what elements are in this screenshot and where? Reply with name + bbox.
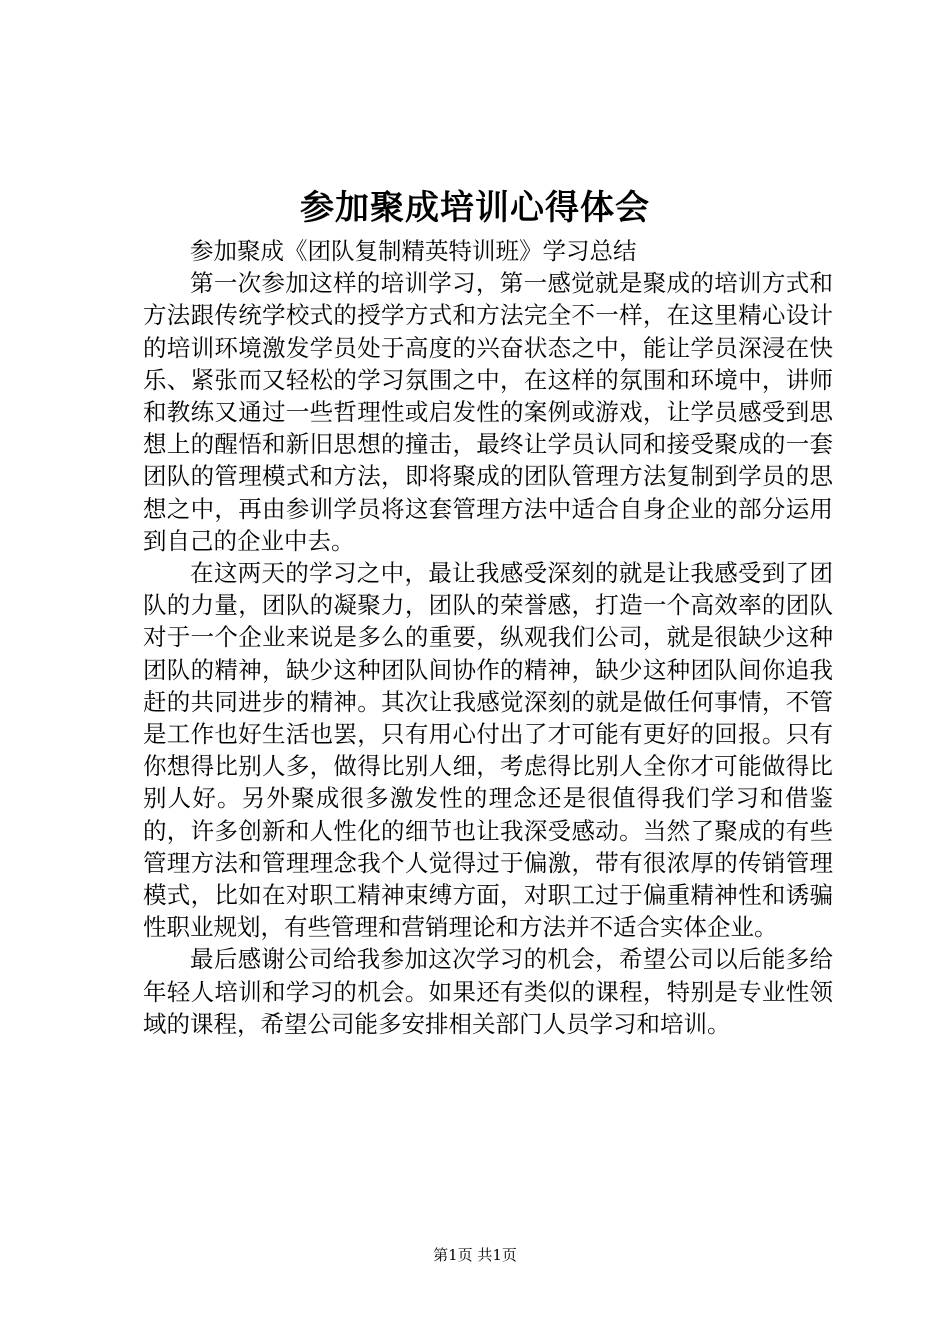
body-paragraph-1: 第一次参加这样的培训学习，第一感觉就是聚成的培训方式和方法跟传统学校式的授学方式和方法完全不一样，在这里精心设计的培训环境激发学员处于高度的兴奋状态之中，能让学员深浸在快乐、紧张而又轻松的学习氛围之中，在这样的氛围和环境中，讲师和教练又通过一些哲理性或启发性的案例或游戏，让学员感受到思想上的醒悟和新旧思想的撞击，最终让学员认同和接受聚成的一套团队的管理模式和方法，即将聚成的团队管理方法复制到学员的思想之中，再由参训学员将这套管理方法中适合自身企业的部分运用到自己的企业中去。 — [143, 269, 833, 555]
body-paragraph-3: 最后感谢公司给我参加这次学习的机会，希望公司以后能多给年轻人培训和学习的机会。如果还有类似的课程，特别是专业性领域的课程，希望公司能多安排相关部门人员学习和培训。 — [143, 945, 833, 1038]
page-number-footer: 第1页 共1页 — [433, 1246, 517, 1264]
document-body — [143, 235, 833, 1040]
subtitle-paragraph: 参加聚成《团队复制精英特训班》学习总结 — [190, 237, 637, 265]
page-title: 参加聚成培训心得体会 — [300, 188, 650, 228]
body-paragraph-2: 在这两天的学习之中，最让我感受深刻的就是让我感受到了团队的力量，团队的凝聚力，团队的荣誉感，打造一个高效率的团队对于一个企业来说是多么的重要，纵观我们公司，就是很缺少这种团队的精神，缺少这种团队间协作的精神，缺少这种团队间你追我赶的共同进步的精神。其次让我感觉深刻的就是做任何事情，不管是工作也好生活也罢，只有用心付出了才可能有更好的回报。只有你想得比别人多，做得比别人细，考虑得比别人全你才可能做得比别人好。另外聚成很多激发性的理念还是很值得我们学习和借鉴的，许多创新和人性化的细节也让我深受感动。当然了聚成的有些管理方法和管理理念我个人觉得过于偏激，带有很浓厚的传销管理模式，比如在对职工精神束缚方面，对职工过于偏重精神性和诱骗性职业规划，有些管理和营销理论和方法并不适合实体企业。 — [143, 559, 833, 942]
